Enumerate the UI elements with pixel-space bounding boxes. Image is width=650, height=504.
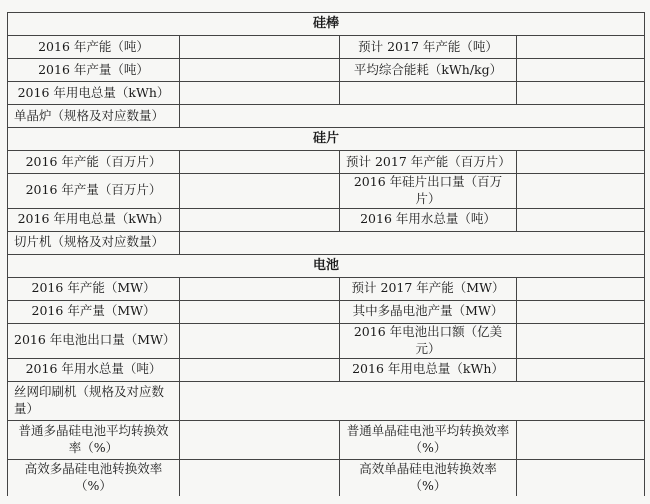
input-rod-avg-energy[interactable]: [517, 59, 645, 82]
input-cell-output-2016[interactable]: [180, 300, 340, 323]
label-cell-water-2016: 2016 年用水总量（吨）: [8, 358, 180, 381]
label-cell-output-2016: 2016 年产量（MW）: [8, 300, 180, 323]
input-cell-export-value[interactable]: [517, 323, 645, 358]
input-rod-capacity-2017[interactable]: [517, 36, 645, 59]
label-cell-export-qty: 2016 年电池出口量（MW）: [8, 323, 180, 358]
section-title-rod: 硅棒: [8, 13, 645, 36]
input-wafer-output-2016[interactable]: [180, 174, 340, 209]
input-cell-power-2016[interactable]: [517, 358, 645, 381]
table-row: [8, 231, 645, 254]
label-rod-furnace: 单晶炉（规格及对应数量）: [8, 105, 180, 128]
label-cell-multi-avg-eff: 普通多晶硅电池平均转换效率（%）: [8, 420, 180, 459]
label-cell-printer: 丝网印刷机（规格及对应数量）: [8, 381, 180, 420]
label-rod-capacity-2017: 预计 2017 年产能（吨）: [340, 36, 517, 59]
input-cell-mono-avg-eff[interactable]: [517, 420, 645, 459]
section-header-wafer: [8, 128, 645, 151]
label-wafer-capacity-2017: 预计 2017 年产能（百万片）: [340, 151, 517, 174]
input-rod-power-2016[interactable]: [180, 82, 340, 105]
input-cell-multi-avg-eff[interactable]: [180, 420, 340, 459]
label-cell-capacity-2016: 2016 年产能（MW）: [8, 277, 180, 300]
input-rod-capacity-2016[interactable]: [180, 36, 340, 59]
input-cell-printer[interactable]: [180, 381, 645, 420]
input-cell-capacity-2016[interactable]: [180, 277, 340, 300]
table-row: [8, 323, 645, 358]
input-cell-capacity-2017[interactable]: [517, 277, 645, 300]
empty-cell: [340, 82, 517, 105]
table-row: [8, 381, 645, 420]
label-rod-output-2016: 2016 年产量（吨）: [8, 59, 180, 82]
label-wafer-water-2016: 2016 年用水总量（吨）: [340, 208, 517, 231]
label-rod-power-2016: 2016 年用电总量（kWh）: [8, 82, 180, 105]
label-rod-avg-energy: 平均综合能耗（kWh/kg）: [340, 59, 517, 82]
table-row: [8, 82, 645, 105]
table-row: [8, 174, 645, 209]
label-cell-capacity-2017: 预计 2017 年产能（MW）: [340, 277, 517, 300]
input-wafer-power-2016[interactable]: [180, 208, 340, 231]
label-cell-hi-mono-eff: 高效单晶硅电池转换效率（%）: [340, 459, 517, 496]
table-row: [8, 459, 645, 496]
label-cell-mono-avg-eff: 普通单晶硅电池平均转换效率（%）: [340, 420, 517, 459]
label-wafer-power-2016: 2016 年用电总量（kWh）: [8, 208, 180, 231]
table-row: [8, 420, 645, 459]
table-row: [8, 59, 645, 82]
label-cell-multi-output: 其中多晶电池产量（MW）: [340, 300, 517, 323]
table-row: [8, 208, 645, 231]
input-cell-water-2016[interactable]: [180, 358, 340, 381]
section-title-wafer: 硅片: [8, 128, 645, 151]
table-row: [8, 300, 645, 323]
survey-form-table: [7, 12, 645, 496]
label-rod-capacity-2016: 2016 年产能（吨）: [8, 36, 180, 59]
label-cell-export-value: 2016 年电池出口额（亿美元）: [340, 323, 517, 358]
label-cell-hi-multi-eff: 高效多晶硅电池转换效率（%）: [8, 459, 180, 496]
input-cell-multi-output[interactable]: [517, 300, 645, 323]
section-header-rod: [8, 13, 645, 36]
label-cell-power-2016: 2016 年用电总量（kWh）: [340, 358, 517, 381]
section-header-cell: [8, 254, 645, 277]
input-wafer-slicer[interactable]: [180, 231, 645, 254]
input-wafer-export-2016[interactable]: [517, 174, 645, 209]
section-title-cell: 电池: [8, 254, 645, 277]
table-row: [8, 151, 645, 174]
input-cell-export-qty[interactable]: [180, 323, 340, 358]
table-row: [8, 105, 645, 128]
input-rod-output-2016[interactable]: [180, 59, 340, 82]
label-wafer-output-2016: 2016 年产量（百万片）: [8, 174, 180, 209]
label-wafer-export-2016: 2016 年硅片出口量（百万片）: [340, 174, 517, 209]
table-row: [8, 277, 645, 300]
empty-cell: [517, 82, 645, 105]
input-wafer-capacity-2016[interactable]: [180, 151, 340, 174]
table-row: [8, 358, 645, 381]
input-rod-furnace[interactable]: [180, 105, 645, 128]
input-cell-hi-mono-eff[interactable]: [517, 459, 645, 496]
input-wafer-water-2016[interactable]: [517, 208, 645, 231]
input-cell-hi-multi-eff[interactable]: [180, 459, 340, 496]
table-row: [8, 36, 645, 59]
label-wafer-slicer: 切片机（规格及对应数量）: [8, 231, 180, 254]
label-wafer-capacity-2016: 2016 年产能（百万片）: [8, 151, 180, 174]
input-wafer-capacity-2017[interactable]: [517, 151, 645, 174]
